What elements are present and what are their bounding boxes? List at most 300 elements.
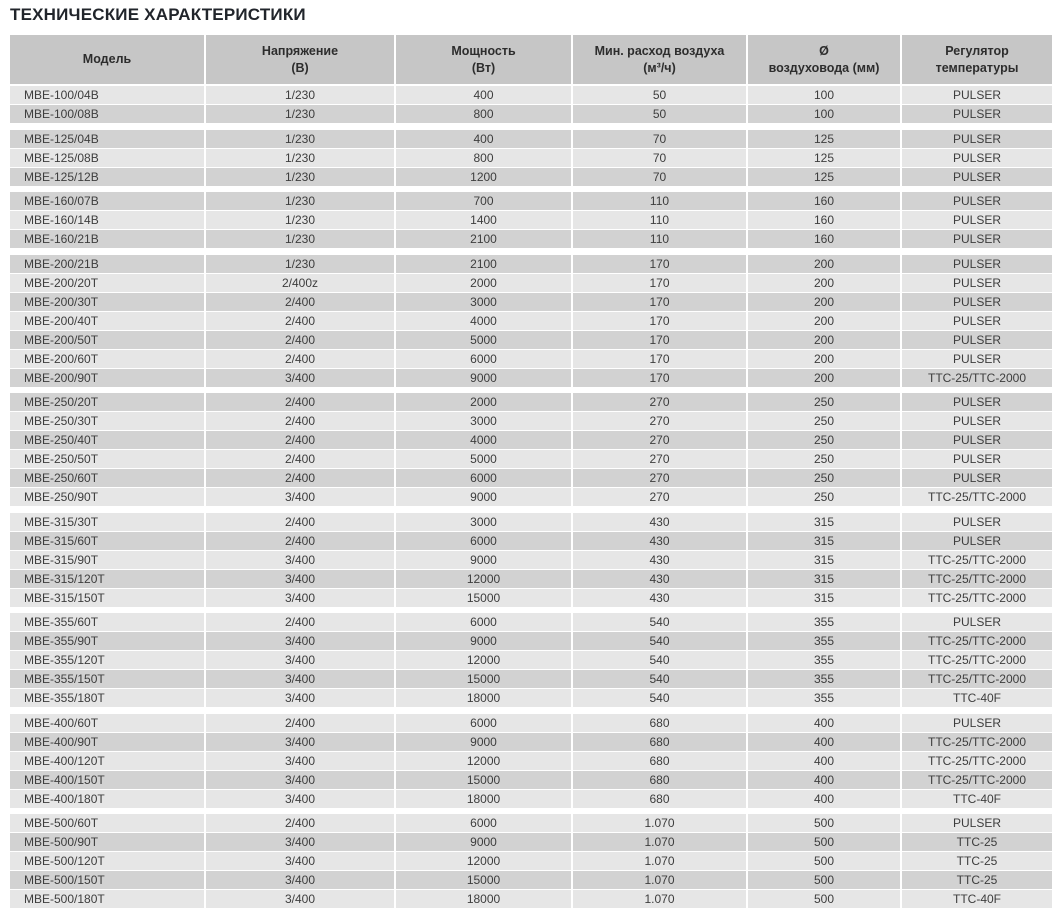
cell-power: 6000 — [395, 714, 572, 733]
cell-airflow: 430 — [572, 513, 747, 532]
cell-power: 3000 — [395, 513, 572, 532]
cell-power: 2100 — [395, 230, 572, 249]
table-row — [10, 412, 1052, 431]
specs-table — [10, 35, 1052, 909]
cell-model: MBE-250/60T — [10, 469, 205, 488]
cell-power: 2100 — [395, 255, 572, 274]
cell-voltage: 2/400 — [205, 349, 395, 368]
column-header-voltage — [205, 35, 395, 85]
cell-voltage: 3/400 — [205, 833, 395, 852]
cell-voltage: 1/230 — [205, 105, 395, 124]
cell-temp-regulator: PULSER — [901, 513, 1052, 532]
cell-power: 18000 — [395, 689, 572, 708]
cell-model: MBE-400/90T — [10, 732, 205, 751]
specs-table-body — [10, 85, 1052, 909]
cell-model: MBE-200/21B — [10, 255, 205, 274]
table-row — [10, 130, 1052, 149]
cell-duct-diameter: 315 — [747, 550, 901, 569]
cell-voltage: 2/400 — [205, 311, 395, 330]
header-sublabel: (В) — [291, 60, 309, 75]
cell-airflow: 680 — [572, 732, 747, 751]
cell-duct-diameter: 100 — [747, 85, 901, 105]
cell-duct-diameter: 500 — [747, 871, 901, 890]
column-header-airflow — [572, 35, 747, 85]
cell-temp-regulator: PULSER — [901, 349, 1052, 368]
cell-power: 9000 — [395, 368, 572, 387]
table-row — [10, 349, 1052, 368]
cell-airflow: 70 — [572, 130, 747, 149]
cell-temp-regulator: TTC-25/TTC-2000 — [901, 488, 1052, 507]
cell-model: MBE-500/150T — [10, 871, 205, 890]
table-row — [10, 431, 1052, 450]
table-row — [10, 531, 1052, 550]
cell-voltage: 2/400 — [205, 814, 395, 833]
cell-voltage: 3/400 — [205, 890, 395, 909]
cell-duct-diameter: 250 — [747, 431, 901, 450]
cell-airflow: 170 — [572, 368, 747, 387]
cell-power: 6000 — [395, 814, 572, 833]
cell-power: 4000 — [395, 431, 572, 450]
cell-model: MBE-125/04B — [10, 130, 205, 149]
cell-duct-diameter: 355 — [747, 670, 901, 689]
cell-model: MBE-100/04B — [10, 85, 205, 105]
cell-temp-regulator: PULSER — [901, 330, 1052, 349]
cell-airflow: 270 — [572, 469, 747, 488]
cell-duct-diameter: 100 — [747, 105, 901, 124]
cell-voltage: 3/400 — [205, 651, 395, 670]
cell-temp-regulator: PULSER — [901, 192, 1052, 211]
table-row — [10, 613, 1052, 632]
cell-airflow: 70 — [572, 148, 747, 167]
cell-voltage: 1/230 — [205, 130, 395, 149]
cell-temp-regulator: PULSER — [901, 167, 1052, 186]
table-row — [10, 632, 1052, 651]
table-row — [10, 469, 1052, 488]
cell-duct-diameter: 250 — [747, 412, 901, 431]
cell-temp-regulator: PULSER — [901, 230, 1052, 249]
cell-duct-diameter: 125 — [747, 130, 901, 149]
cell-power: 6000 — [395, 531, 572, 550]
cell-temp-regulator: TTC-25/TTC-2000 — [901, 732, 1052, 751]
table-row — [10, 789, 1052, 808]
cell-duct-diameter: 125 — [747, 167, 901, 186]
column-header-duct-diameter — [747, 35, 901, 85]
table-row — [10, 105, 1052, 124]
cell-airflow: 50 — [572, 105, 747, 124]
cell-model: MBE-200/30T — [10, 292, 205, 311]
table-row — [10, 732, 1052, 751]
cell-temp-regulator: PULSER — [901, 130, 1052, 149]
table-row — [10, 311, 1052, 330]
cell-power: 12000 — [395, 651, 572, 670]
cell-model: MBE-250/50T — [10, 450, 205, 469]
cell-power: 4000 — [395, 311, 572, 330]
cell-duct-diameter: 250 — [747, 450, 901, 469]
cell-duct-diameter: 200 — [747, 349, 901, 368]
cell-temp-regulator: PULSER — [901, 255, 1052, 274]
table-row — [10, 450, 1052, 469]
column-header-model — [10, 35, 205, 85]
header-sublabel: (м³/ч) — [643, 60, 676, 75]
cell-power: 400 — [395, 85, 572, 105]
cell-airflow: 540 — [572, 613, 747, 632]
table-row — [10, 651, 1052, 670]
cell-duct-diameter: 315 — [747, 531, 901, 550]
cell-power: 6000 — [395, 469, 572, 488]
cell-model: MBE-315/150T — [10, 588, 205, 607]
cell-duct-diameter: 500 — [747, 833, 901, 852]
cell-duct-diameter: 315 — [747, 569, 901, 588]
cell-voltage: 3/400 — [205, 689, 395, 708]
cell-power: 15000 — [395, 871, 572, 890]
cell-voltage: 2/400 — [205, 513, 395, 532]
table-row — [10, 488, 1052, 507]
cell-duct-diameter: 200 — [747, 273, 901, 292]
table-row — [10, 890, 1052, 909]
cell-airflow: 540 — [572, 670, 747, 689]
cell-temp-regulator: TTC-40F — [901, 789, 1052, 808]
cell-model: MBE-200/50T — [10, 330, 205, 349]
cell-power: 5000 — [395, 330, 572, 349]
cell-voltage: 3/400 — [205, 588, 395, 607]
cell-model: MBE-400/180T — [10, 789, 205, 808]
table-row — [10, 670, 1052, 689]
cell-power: 15000 — [395, 770, 572, 789]
cell-voltage: 2/400 — [205, 531, 395, 550]
cell-voltage: 3/400 — [205, 732, 395, 751]
cell-temp-regulator: TTC-25/TTC-2000 — [901, 751, 1052, 770]
cell-duct-diameter: 400 — [747, 770, 901, 789]
cell-model: MBE-160/21B — [10, 230, 205, 249]
cell-voltage: 3/400 — [205, 632, 395, 651]
cell-voltage: 3/400 — [205, 789, 395, 808]
cell-voltage: 3/400 — [205, 871, 395, 890]
cell-model: MBE-355/150T — [10, 670, 205, 689]
cell-duct-diameter: 500 — [747, 814, 901, 833]
cell-duct-diameter: 250 — [747, 488, 901, 507]
cell-model: MBE-400/150T — [10, 770, 205, 789]
cell-model: MBE-100/08B — [10, 105, 205, 124]
cell-voltage: 2/400 — [205, 292, 395, 311]
cell-model: MBE-315/90T — [10, 550, 205, 569]
cell-duct-diameter: 400 — [747, 789, 901, 808]
table-row — [10, 273, 1052, 292]
cell-voltage: 3/400 — [205, 852, 395, 871]
cell-temp-regulator: PULSER — [901, 311, 1052, 330]
table-row — [10, 833, 1052, 852]
cell-power: 1200 — [395, 167, 572, 186]
cell-temp-regulator: PULSER — [901, 431, 1052, 450]
cell-airflow: 680 — [572, 789, 747, 808]
cell-airflow: 270 — [572, 450, 747, 469]
cell-airflow: 1.070 — [572, 890, 747, 909]
cell-duct-diameter: 250 — [747, 469, 901, 488]
cell-model: MBE-125/12B — [10, 167, 205, 186]
cell-power: 6000 — [395, 613, 572, 632]
cell-model: MBE-250/40T — [10, 431, 205, 450]
cell-temp-regulator: PULSER — [901, 412, 1052, 431]
cell-airflow: 540 — [572, 689, 747, 708]
cell-airflow: 170 — [572, 311, 747, 330]
cell-duct-diameter: 355 — [747, 632, 901, 651]
cell-airflow: 680 — [572, 714, 747, 733]
cell-temp-regulator: TTC-25/TTC-2000 — [901, 770, 1052, 789]
cell-voltage: 2/400 — [205, 330, 395, 349]
cell-power: 700 — [395, 192, 572, 211]
table-row — [10, 751, 1052, 770]
cell-duct-diameter: 500 — [747, 890, 901, 909]
table-row — [10, 148, 1052, 167]
cell-duct-diameter: 400 — [747, 732, 901, 751]
cell-voltage: 1/230 — [205, 148, 395, 167]
cell-duct-diameter: 200 — [747, 368, 901, 387]
cell-airflow: 1.070 — [572, 852, 747, 871]
cell-duct-diameter: 200 — [747, 330, 901, 349]
cell-voltage: 2/400 — [205, 412, 395, 431]
cell-airflow: 430 — [572, 550, 747, 569]
table-row — [10, 230, 1052, 249]
table-row — [10, 167, 1052, 186]
cell-model: MBE-400/60T — [10, 714, 205, 733]
table-header — [10, 35, 1052, 85]
cell-airflow: 430 — [572, 569, 747, 588]
cell-temp-regulator: TTC-40F — [901, 689, 1052, 708]
table-row — [10, 85, 1052, 105]
table-row — [10, 569, 1052, 588]
cell-power: 15000 — [395, 588, 572, 607]
cell-power: 9000 — [395, 833, 572, 852]
header-label: Напряжение — [261, 43, 339, 58]
cell-temp-regulator: TTC-25 — [901, 871, 1052, 890]
cell-duct-diameter: 200 — [747, 311, 901, 330]
cell-duct-diameter: 315 — [747, 513, 901, 532]
cell-voltage: 1/230 — [205, 211, 395, 230]
header-sublabel: воздуховода (мм) — [768, 60, 880, 75]
cell-duct-diameter: 315 — [747, 588, 901, 607]
cell-voltage: 2/400 — [205, 393, 395, 412]
cell-voltage: 3/400 — [205, 488, 395, 507]
cell-power: 800 — [395, 148, 572, 167]
cell-temp-regulator: TTC-25/TTC-2000 — [901, 670, 1052, 689]
cell-temp-regulator: PULSER — [901, 814, 1052, 833]
cell-temp-regulator: PULSER — [901, 469, 1052, 488]
cell-voltage: 3/400 — [205, 550, 395, 569]
cell-airflow: 270 — [572, 412, 747, 431]
cell-power: 3000 — [395, 412, 572, 431]
cell-voltage: 1/230 — [205, 192, 395, 211]
cell-model: MBE-500/90T — [10, 833, 205, 852]
header-label: Мин. расход воздуха — [594, 43, 725, 58]
cell-airflow: 1.070 — [572, 833, 747, 852]
cell-voltage: 2/400 — [205, 714, 395, 733]
cell-airflow: 50 — [572, 85, 747, 105]
cell-duct-diameter: 355 — [747, 613, 901, 632]
cell-airflow: 170 — [572, 349, 747, 368]
page-title: ТЕХНИЧЕСКИЕ ХАРАКТЕРИСТИКИ — [10, 5, 306, 24]
cell-airflow: 110 — [572, 230, 747, 249]
header-sublabel: температуры — [935, 60, 1019, 75]
cell-power: 5000 — [395, 450, 572, 469]
cell-temp-regulator: TTC-25/TTC-2000 — [901, 588, 1052, 607]
table-row — [10, 393, 1052, 412]
cell-duct-diameter: 125 — [747, 148, 901, 167]
cell-model: MBE-250/20T — [10, 393, 205, 412]
table-row — [10, 550, 1052, 569]
cell-model: MBE-500/60T — [10, 814, 205, 833]
cell-model: MBE-200/90T — [10, 368, 205, 387]
cell-model: MBE-355/180T — [10, 689, 205, 708]
cell-model: MBE-500/180T — [10, 890, 205, 909]
cell-airflow: 270 — [572, 488, 747, 507]
table-row — [10, 852, 1052, 871]
cell-temp-regulator: PULSER — [901, 85, 1052, 105]
cell-airflow: 540 — [572, 651, 747, 670]
cell-model: MBE-125/08B — [10, 148, 205, 167]
cell-voltage: 1/230 — [205, 230, 395, 249]
cell-airflow: 170 — [572, 273, 747, 292]
cell-duct-diameter: 500 — [747, 852, 901, 871]
cell-voltage: 3/400 — [205, 569, 395, 588]
cell-airflow: 270 — [572, 431, 747, 450]
cell-airflow: 170 — [572, 330, 747, 349]
cell-airflow: 430 — [572, 531, 747, 550]
cell-model: MBE-315/120T — [10, 569, 205, 588]
cell-power: 1400 — [395, 211, 572, 230]
cell-model: MBE-160/14B — [10, 211, 205, 230]
cell-power: 18000 — [395, 789, 572, 808]
table-row — [10, 871, 1052, 890]
cell-voltage: 2/400 — [205, 469, 395, 488]
cell-voltage: 3/400 — [205, 670, 395, 689]
cell-airflow: 680 — [572, 751, 747, 770]
cell-voltage: 2/400 — [205, 613, 395, 632]
cell-duct-diameter: 355 — [747, 689, 901, 708]
cell-power: 9000 — [395, 488, 572, 507]
cell-power: 9000 — [395, 632, 572, 651]
table-row — [10, 192, 1052, 211]
cell-voltage: 2/400 — [205, 450, 395, 469]
cell-power: 800 — [395, 105, 572, 124]
table-row — [10, 368, 1052, 387]
cell-temp-regulator: PULSER — [901, 273, 1052, 292]
cell-power: 6000 — [395, 349, 572, 368]
cell-temp-regulator: TTC-25/TTC-2000 — [901, 651, 1052, 670]
table-row — [10, 513, 1052, 532]
table-row — [10, 814, 1052, 833]
cell-duct-diameter: 200 — [747, 292, 901, 311]
header-sublabel: (Вт) — [471, 60, 496, 75]
table-row — [10, 770, 1052, 789]
cell-temp-regulator: PULSER — [901, 450, 1052, 469]
cell-airflow: 170 — [572, 255, 747, 274]
cell-temp-regulator: PULSER — [901, 148, 1052, 167]
cell-model: MBE-500/120T — [10, 852, 205, 871]
table-row — [10, 211, 1052, 230]
cell-airflow: 430 — [572, 588, 747, 607]
header-label: Модель — [82, 52, 132, 66]
column-header-power — [395, 35, 572, 85]
cell-power: 12000 — [395, 569, 572, 588]
cell-model: MBE-200/60T — [10, 349, 205, 368]
cell-voltage: 1/230 — [205, 255, 395, 274]
cell-model: MBE-200/40T — [10, 311, 205, 330]
cell-airflow: 110 — [572, 192, 747, 211]
header-row — [10, 35, 1052, 85]
cell-airflow: 70 — [572, 167, 747, 186]
cell-duct-diameter: 250 — [747, 393, 901, 412]
cell-temp-regulator: TTC-25 — [901, 852, 1052, 871]
header-label: Ø — [819, 43, 829, 58]
cell-power: 9000 — [395, 550, 572, 569]
cell-temp-regulator: TTC-25/TTC-2000 — [901, 368, 1052, 387]
cell-power: 18000 — [395, 890, 572, 909]
cell-airflow: 1.070 — [572, 814, 747, 833]
cell-temp-regulator: PULSER — [901, 531, 1052, 550]
cell-model: MBE-200/20T — [10, 273, 205, 292]
cell-voltage: 2/400z — [205, 273, 395, 292]
cell-temp-regulator: TTC-25 — [901, 833, 1052, 852]
cell-model: MBE-250/30T — [10, 412, 205, 431]
cell-temp-regulator: PULSER — [901, 211, 1052, 230]
cell-voltage: 3/400 — [205, 368, 395, 387]
cell-power: 15000 — [395, 670, 572, 689]
cell-duct-diameter: 400 — [747, 714, 901, 733]
cell-model: MBE-315/60T — [10, 531, 205, 550]
cell-duct-diameter: 355 — [747, 651, 901, 670]
cell-duct-diameter: 160 — [747, 211, 901, 230]
cell-voltage: 1/230 — [205, 167, 395, 186]
cell-temp-regulator: PULSER — [901, 393, 1052, 412]
table-row — [10, 714, 1052, 733]
cell-model: MBE-355/90T — [10, 632, 205, 651]
cell-temp-regulator: TTC-40F — [901, 890, 1052, 909]
table-row — [10, 330, 1052, 349]
cell-temp-regulator: PULSER — [901, 105, 1052, 124]
table-row — [10, 689, 1052, 708]
header-label: Регулятор — [945, 43, 1009, 58]
cell-power: 9000 — [395, 732, 572, 751]
cell-temp-regulator: PULSER — [901, 613, 1052, 632]
cell-temp-regulator: TTC-25/TTC-2000 — [901, 550, 1052, 569]
cell-power: 400 — [395, 130, 572, 149]
cell-airflow: 680 — [572, 770, 747, 789]
cell-power: 2000 — [395, 273, 572, 292]
cell-power: 3000 — [395, 292, 572, 311]
cell-power: 2000 — [395, 393, 572, 412]
table-row — [10, 588, 1052, 607]
cell-model: MBE-355/120T — [10, 651, 205, 670]
cell-airflow: 110 — [572, 211, 747, 230]
cell-airflow: 540 — [572, 632, 747, 651]
cell-temp-regulator: PULSER — [901, 714, 1052, 733]
header-label: Мощность — [451, 43, 516, 58]
cell-airflow: 170 — [572, 292, 747, 311]
cell-model: MBE-160/07B — [10, 192, 205, 211]
cell-voltage: 3/400 — [205, 751, 395, 770]
cell-duct-diameter: 160 — [747, 192, 901, 211]
column-header-temp-regulator — [901, 35, 1052, 85]
cell-model: MBE-315/30T — [10, 513, 205, 532]
cell-airflow: 270 — [572, 393, 747, 412]
cell-voltage: 1/230 — [205, 85, 395, 105]
cell-power: 12000 — [395, 751, 572, 770]
cell-power: 12000 — [395, 852, 572, 871]
cell-temp-regulator: PULSER — [901, 292, 1052, 311]
cell-airflow: 1.070 — [572, 871, 747, 890]
cell-voltage: 3/400 — [205, 770, 395, 789]
cell-voltage: 2/400 — [205, 431, 395, 450]
cell-model: MBE-400/120T — [10, 751, 205, 770]
